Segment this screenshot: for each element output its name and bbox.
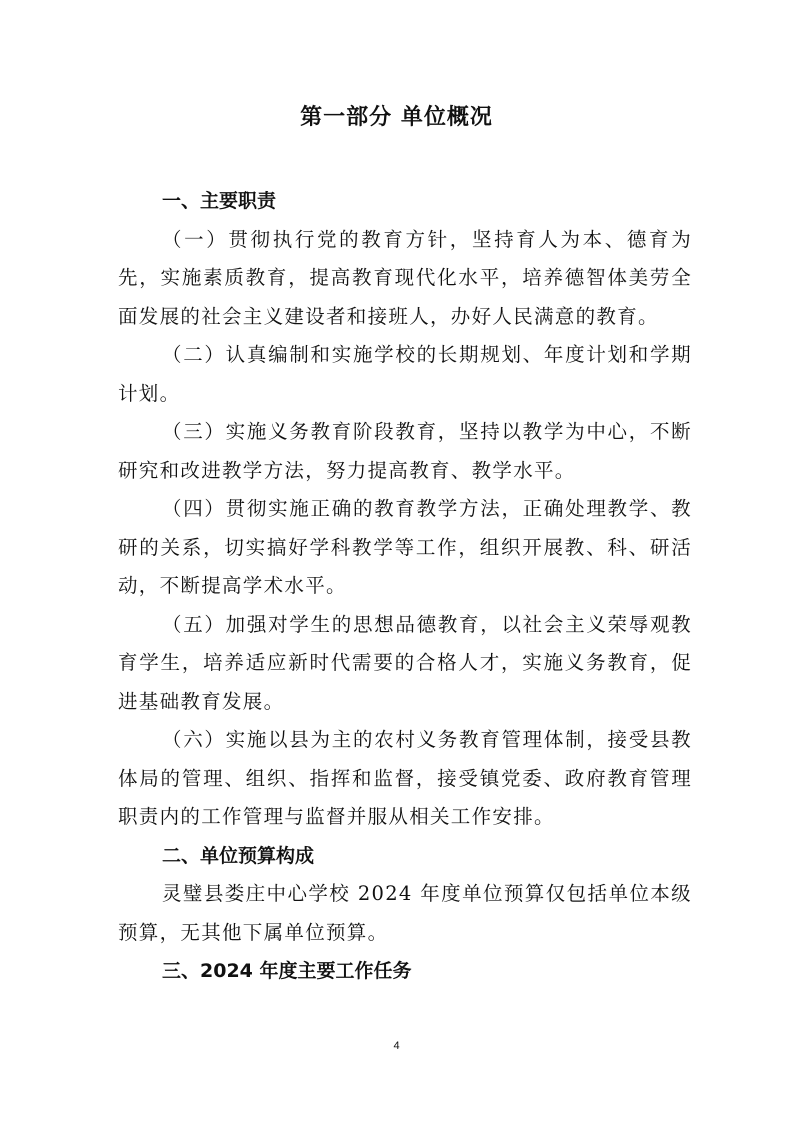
paragraph: （二）认真编制和实施学校的长期规划、年度计划和学期计划。 [118, 343, 692, 405]
paragraph: 灵璧县娄庄中心学校 2024 年度单位预算仅包括单位本级预算，无其他下属单位预算。 [118, 882, 692, 944]
paragraph: （五）加强对学生的思想品德教育，以社会主义荣辱观教育学生，培养适应新时代需要的合格人才，实施义务教育，促进基础教育发展。 [118, 612, 692, 713]
document-body [118, 182, 692, 991]
paragraph: （四）贯彻实施正确的教育教学方法，正确处理教学、教研的关系，切实搞好学科教学等工作，组织开展教、科、研活动，不断提高学术水平。 [118, 497, 692, 597]
page-number: 4 [393, 1040, 400, 1052]
paragraph: （三）实施义务教育阶段教育，坚持以教学为中心，不断研究和改进教学方法，努力提高教育、教学水平。 [118, 420, 692, 482]
paragraph: （六）实施以县为主的农村义务教育管理体制，接受县教体局的管理、组织、指挥和监督，接受镇党委、政府教育管理职责内的工作管理与监督并服从相关工作安排。 [118, 728, 692, 828]
section-heading-responsibilities: 一、主要职责 [162, 190, 277, 212]
page-title: 第一部分 单位概况 [300, 105, 493, 130]
paragraph: （一）贯彻执行党的教育方针，坚持育人为本、德育为先，实施素质教育，提高教育现代化水平，培养德智体美劳全面发展的社会主义建设者和接班人，办好人民满意的教育。 [118, 227, 692, 328]
section-heading-budget-composition: 二、单位预算构成 [162, 844, 315, 867]
section-heading-main-tasks: 三、2024 年度主要工作任务 [162, 960, 412, 982]
